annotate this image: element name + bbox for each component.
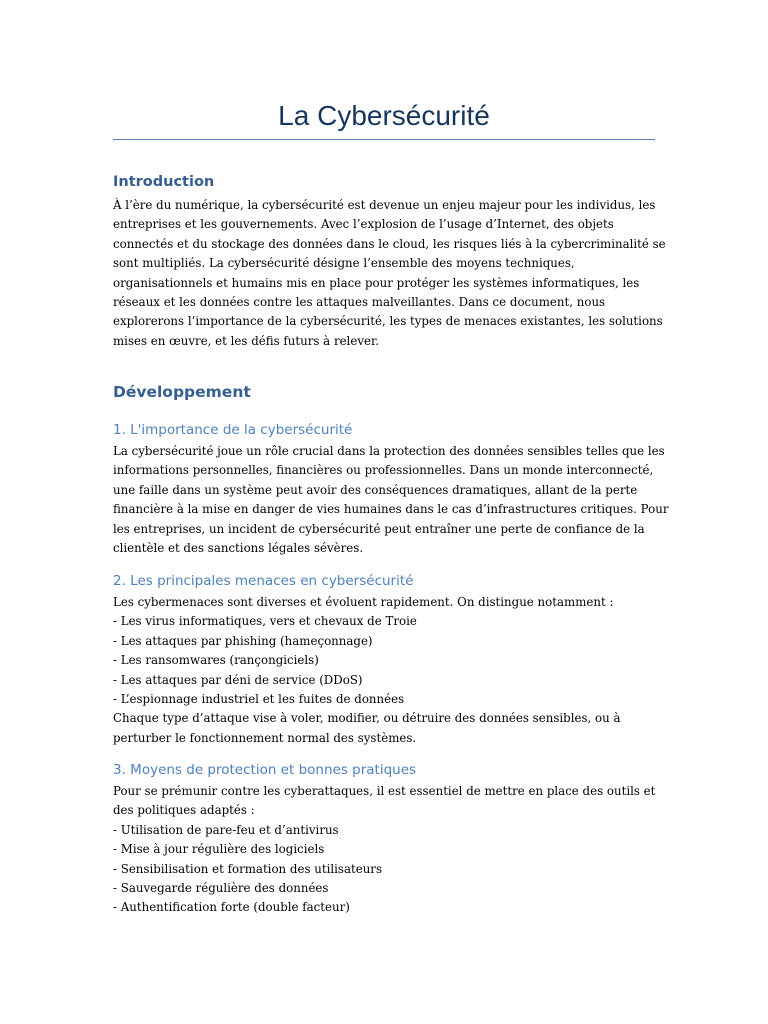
paragraph-line: Les cybermenaces sont diverses et évoluent rapidement. On distingue notamment : [113, 595, 614, 609]
development-heading: Développement [113, 383, 251, 401]
paragraph-line: Pour se prémunir contre les cyberattaques, il est essentiel de mettre en place des outils et [113, 784, 656, 798]
paragraph-line: entreprises et les gouvernements. Avec l’explosion de l’usage d’Internet, des objets [113, 217, 614, 232]
list-item: - Sauvegarde régulière des données [113, 881, 329, 896]
document-title: La Cybersécurité [278, 100, 490, 131]
development-section [113, 381, 655, 403]
paragraph-line: une faille dans un système peut avoir des conséquences dramatiques, allant de la perte [113, 482, 638, 497]
section-threats-paragraph [113, 593, 655, 748]
paragraph-line: informations personnelles, financières ou professionnelles. Dans un monde interconnecté, [113, 463, 654, 478]
paragraph-line: clientèle et des sanctions légales sévères. [113, 541, 364, 556]
paragraph-line: connectés et du stockage des données dans le cloud, les risques liés à la cybercriminalité se [113, 236, 666, 251]
section-importance-paragraph [113, 442, 669, 558]
paragraph-line: Chaque type d’attaque vise à voler, modifier, ou détruire des données sensibles, ou à [113, 711, 621, 726]
paragraph-line: explorerons l’importance de la cybersécurité, les types de menaces existantes, les solutions [113, 314, 663, 329]
paragraph-line: La cybersécurité joue un rôle crucial dans la protection des données sensibles telles que les [113, 444, 665, 458]
title-divider [113, 139, 655, 140]
section-threats [113, 571, 655, 748]
list-item: - Les virus informatiques, vers et chevaux de Troie [113, 614, 417, 629]
paragraph-line: À l’ère du numérique, la cybersécurité est devenue un enjeu majeur pour les individus, les [113, 198, 656, 212]
section-importance [113, 420, 669, 558]
section-protection [113, 760, 655, 918]
list-item: - Authentification forte (double facteur) [113, 900, 350, 915]
introduction-paragraph [113, 196, 666, 351]
paragraph-line: perturber le fonctionnement normal des systèmes. [113, 730, 417, 745]
introduction-section [113, 172, 666, 351]
list-item: - Utilisation de pare-feu et d’antivirus [113, 822, 339, 837]
paragraph-line: réseaux et les données contre les attaques malveillantes. Dans ce document, nous [113, 295, 606, 310]
section-protection-paragraph [113, 782, 655, 918]
list-item: - Mise à jour régulière des logiciels [113, 842, 325, 857]
list-item: - Sensibilisation et formation des utilisateurs [113, 861, 383, 876]
list-item: - Les attaques par déni de service (DDoS) [113, 672, 363, 687]
list-item: - L’espionnage industriel et les fuites de données [113, 692, 405, 707]
section-importance-heading: 1. L'importance de la cybersécurité [113, 422, 353, 438]
list-item: - Les ransomwares (rançongiciels) [113, 653, 319, 668]
introduction-heading: Introduction [113, 174, 215, 190]
list-item: - Les attaques par phishing (hameçonnage) [113, 633, 373, 648]
paragraph-line: organisationnels et humains mis en place pour protéger les systèmes informatiques, les [113, 275, 640, 290]
paragraph-line: les entreprises, un incident de cybersécurité peut entraîner une perte de confiance de la [113, 521, 645, 536]
paragraph-line: financière à la mise en danger de vies humaines dans le cas d’infrastructures critiques. Pour [113, 502, 669, 517]
paragraph-line: mises en œuvre, et les défis futurs à relever. [113, 333, 380, 348]
section-protection-heading: 3. Moyens de protection et bonnes pratiques [113, 762, 417, 778]
section-threats-heading: 2. Les principales menaces en cybersécurité [113, 573, 414, 589]
paragraph-line: des politiques adaptés : [113, 803, 255, 818]
paragraph-line: sont multipliés. La cybersécurité désigne l’ensemble des moyens techniques, [113, 256, 575, 271]
